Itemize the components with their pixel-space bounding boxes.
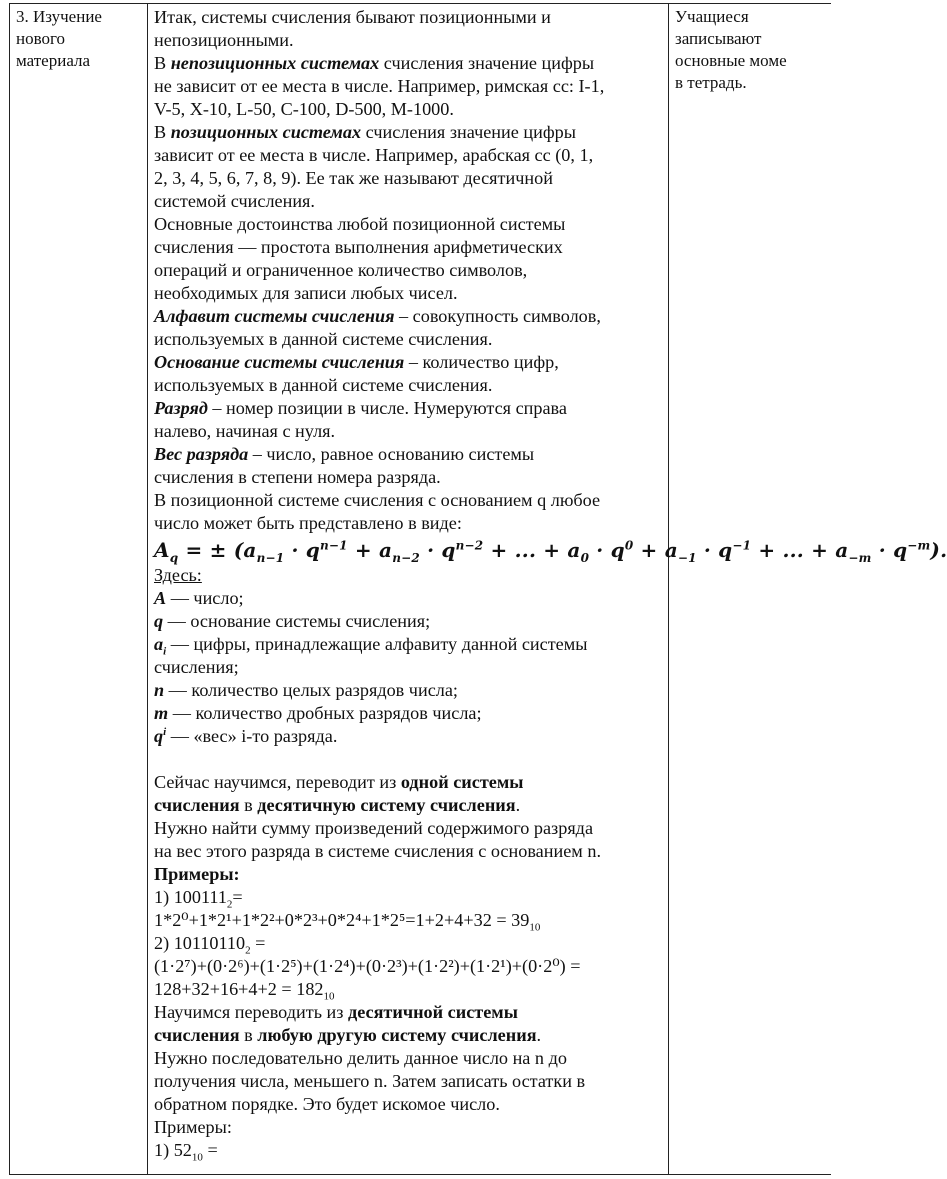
subscript: i [163,645,167,658]
formula-symbol: + [347,538,380,562]
digit-line: налево, начиная с нуля. [154,421,336,441]
from-decimal-line: получения числа, меньшего n. Затем записать остатки в [154,1071,586,1091]
text: = [202,1140,218,1160]
base-line: используемых в данной системе счисления. [154,375,493,395]
text: — цифры, принадлежащие алфавиту данной системы [166,634,588,654]
legend-item [154,587,662,610]
symbol: A [154,588,167,608]
base-definition [154,351,662,374]
text: Научимся переводить из [154,1002,348,1022]
example-line [154,909,662,932]
weight-line: счисления в степени номера разряда. [154,467,441,487]
text: 1) 100111 [154,887,227,907]
term-weight: Вес разряда [154,444,249,464]
text: — основание системы счисления; [163,611,431,631]
to-decimal-line: Нужно найти сумму произведений содержимого разряда [154,818,594,838]
merits-line: счисления — простота выполнения арифметических [154,237,563,257]
activity-line: записывают [675,29,762,48]
from-decimal-intro [154,1001,662,1024]
term-digit: Разряд [154,398,208,418]
formula-symbol: · [419,538,442,562]
examples-heading: Примеры: [154,864,240,884]
example-line [154,886,662,909]
formula-subscript: n−2 [392,551,420,565]
nonpositional-definition [154,52,662,75]
text: 1) 52 [154,1140,192,1160]
text: 128+32+16+4+2 = 182 [154,979,324,999]
formula-subscript: −m [848,551,872,565]
text: — «вес» i-то разряда. [166,726,338,746]
to-decimal-line: на вес этого разряда в системе счисления с основанием n. [154,841,601,861]
subscript: 10 [529,921,541,934]
legend-item [154,610,662,633]
examples-heading: Примеры: [154,1117,232,1137]
formula-subscript: n−1 [256,551,285,565]
symbol: q [154,611,164,631]
legend-item [154,702,662,725]
to-decimal-intro [154,794,662,817]
stage-line: нового [16,29,66,48]
symbol: n [154,680,165,700]
formula-symbol: a [379,538,393,562]
text: = [250,933,266,953]
term-base: Основание системы счисления [154,352,405,372]
text: – количество цифр, [404,352,559,372]
digit-definition [154,397,662,420]
bold-text: десятичной системы [348,1002,518,1022]
positional-line: зависит от ее места в числе. Например, арабская сс (0, 1, [154,145,594,165]
alphabet-definition [154,305,662,328]
term-alphabet: Алфавит системы счисления [154,306,395,326]
formula-subscript: 0 [580,551,590,565]
symbol: a [154,634,164,654]
bold-text: счисления [154,795,240,815]
formula-superscript: −m [907,538,931,553]
formula-symbol: q [305,538,320,562]
formula-symbol: a [243,538,257,562]
formula-symbol: + ... + [483,538,568,562]
text: – номер позиции в числе. Нумеруются справа [207,398,567,418]
text: – совокупность символов, [394,306,601,326]
formula-symbol: q [610,538,625,562]
example-line [154,978,662,1001]
activity-line: в тетрадь. [675,73,747,92]
formula-superscript: −1 [732,538,752,553]
text: 1*2⁰+1*2¹+1*2²+0*2³+0*2⁴+1*2⁵=1+2+4+32 = 39 [154,910,530,930]
formula-symbol: · [589,538,611,562]
merits-line: Основные достоинства любой позиционной системы [154,214,566,234]
formula-symbol: q [893,538,908,562]
subscript: 10 [323,990,335,1003]
positional-line: 2, 3, 4, 5, 6, 7, 8, 9). Ее так же называют десятичной [154,168,553,188]
stage-line: материала [16,51,91,70]
from-decimal-line: Нужно последовательно делить данное число на n до [154,1048,567,1068]
example-line: (1·2⁷)+(0·2⁶)+(1·2⁵)+(1·2⁴)+(0·2³)+(1·2²)+(1·2¹)+(0·2⁰) = [154,956,581,976]
activity-line: основные моме [675,51,787,70]
subscript: 2 [245,944,251,957]
text: – число, равное основанию системы [248,444,535,464]
formula-symbol: · [871,538,894,562]
formula-symbol: = ± ( [178,538,244,562]
stage-cell [10,4,148,1175]
positional-definition [154,121,662,144]
text: счисления значение цифры [361,122,576,142]
lesson-table [9,3,947,1175]
to-decimal-intro [154,771,662,794]
nonpositional-line: не зависит от ее места в числе. Например, римская сс: I-1, [154,76,605,96]
subscript: 10 [191,1151,203,1164]
from-decimal-intro [154,1024,662,1047]
formula-subscript: −1 [677,551,697,565]
representation-line: число может быть представлено в виде: [154,513,462,533]
text: = [232,887,243,907]
text: В [154,53,171,73]
formula-symbol: a [567,538,581,562]
legend-heading: Здесь: [154,565,202,585]
symbol: m [154,703,169,723]
student-activity-cell [669,4,832,1175]
legend-item [154,679,662,702]
formula-superscript: n−1 [319,538,348,553]
text: — число; [166,588,244,608]
formula-symbol: · [696,538,719,562]
text: 2) 10110110 [154,933,246,953]
symbol: q [154,726,164,746]
term-nonpositional: непозиционных системах [170,53,380,73]
formula-subscript: q [169,551,179,565]
text: — количество дробных разрядов числа; [168,703,482,723]
text: . [515,795,521,815]
formula-superscript: n−2 [455,538,484,553]
bold-text: одной системы [400,772,524,792]
formula-symbol: + ... + [751,538,836,562]
example-line [154,932,662,955]
legend-item [154,633,662,656]
formula-symbol: a [664,538,678,562]
legend-item [154,725,662,748]
formula-symbol: · [284,538,306,562]
formula-symbol: q [441,538,456,562]
text: в [239,1025,258,1045]
text: счисления значение цифры [379,53,595,73]
from-decimal-line: обратном порядке. Это будет искомое число. [154,1094,500,1114]
positional-line: системой счисления. [154,191,315,211]
formula-superscript: 0 [624,538,634,553]
text: Сейчас научимся, переводит из [154,772,401,792]
text: в [239,795,258,815]
alphabet-line: используемых в данной системе счисления. [154,329,493,349]
formula-symbol: ). [930,538,947,562]
superscript: i [163,725,167,738]
merits-line: необходимых для записи любых чисел. [154,283,458,303]
legend-item-continued: счисления; [154,657,239,677]
example-line [154,1139,662,1162]
text: . [536,1025,542,1045]
representation-line: В позиционной системе счисления с основанием q любое [154,490,601,510]
term-positional: позиционных системах [170,122,362,142]
table-row [10,4,832,1175]
spacer [154,748,662,771]
expansion-formula [154,537,947,565]
activity-line: Учащиеся [675,7,749,26]
nonpositional-line: V-5, X-10, L-50, C-100, D-500, M-1000. [154,99,454,119]
text: В [154,122,171,142]
merits-line: операций и ограниченное количество символов, [154,260,528,280]
stage-line: 3. Изучение [16,7,102,26]
intro-line: Итак, системы счисления бывают позиционными и [154,7,551,27]
intro-line: непозиционными. [154,30,294,50]
subscript: 2 [226,898,233,911]
weight-definition [154,443,662,466]
formula-symbol: a [835,538,849,562]
bold-text: десятичную систему счисления [257,795,516,815]
formula-symbol: A [154,538,170,562]
formula-symbol: + [633,538,665,562]
formula-symbol: q [718,538,733,562]
text: — количество целых разрядов числа; [164,680,458,700]
bold-text: любую другую систему счисления [257,1025,537,1045]
bold-text: счисления [154,1025,240,1045]
